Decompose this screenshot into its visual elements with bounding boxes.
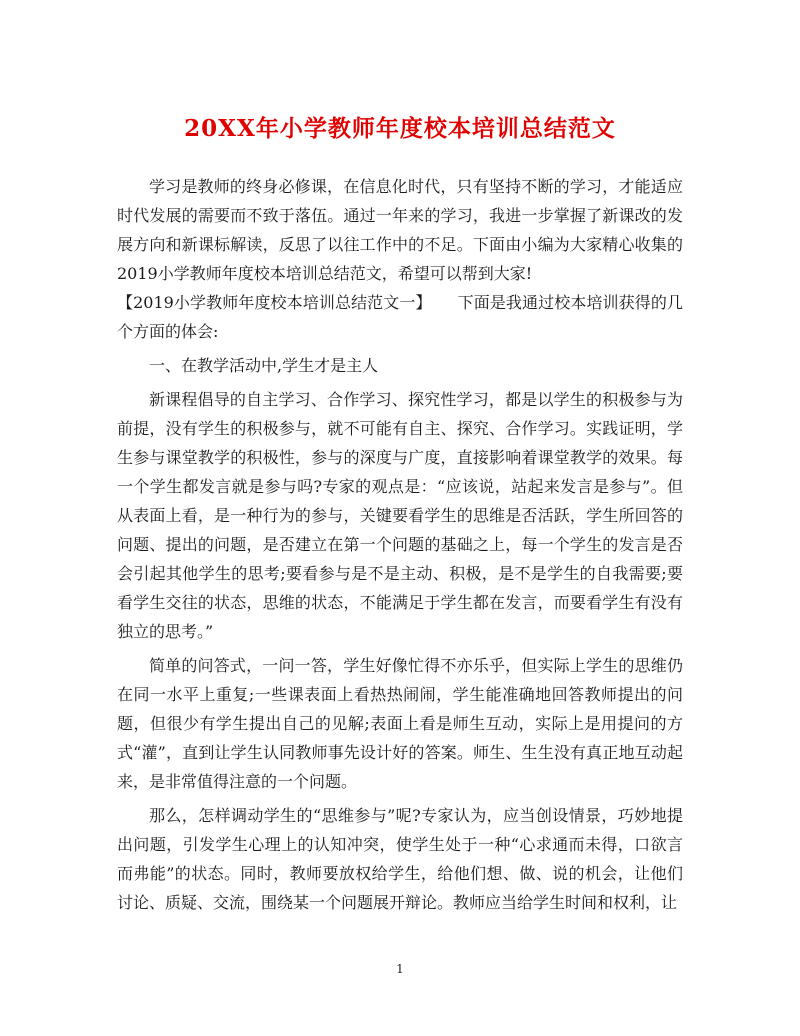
document-title: 20XX年小学教师年度校本培训总结范文	[184, 115, 616, 142]
section-lead: 下面是我通过校本培训获得的几个方面的体会:	[117, 293, 683, 341]
heading-1: 一、在教学活动中,学生才是主人	[149, 356, 379, 375]
paragraph-3: 那么，怎样调动学生的“思维参与”呢?专家认为，应当创设情景，巧妙地提出问题，引发学生心理上的认知冲突，使学生处于一种“心求通而未得，口欲言而弗能”的状态。同时，教师要放权给学生，给他们想、做、说的机会，让他们讨论、质疑、交流，围绕某一个问题展开辩论。教师应当给学生时间和权利，让	[117, 806, 683, 912]
paragraph-2: 简单的问答式，一问一答，学生好像忙得不亦乐乎，但实际上学生的思维仍在同一水平上重复;一些课表面上看热热闹闹，学生能准确地回答教师提出的问题，但很少有学生提出自己的见解;表面上看是师生互动，实际上是用提问的方式“灌”，直到让学生认同教师事先设计好的答案。师生、生生没有真正地互动起来，是非常值得注意的一个问题。	[117, 656, 683, 791]
section-header: 【2019小学教师年度校本培训总结范文一】	[117, 293, 432, 312]
page-number: 1	[396, 962, 404, 976]
paragraph-1: 新课程倡导的自主学习、合作学习、探究性学习，都是以学生的积极参与为前提，没有学生的积极参与，就不可能有自主、探究、合作学习。实践证明，学生参与课堂教学的积极性，参与的深度与广度，直接影响着课堂教学的效果。每一个学生都发言就是参与吗?专家的观点是：“应该说，站起来发言是参与”。但从表面上看，是一种行为的参与，关键要看学生的思维是否活跃，学生所回答的问题、提出的问题，是否建立在第一个问题的基础之上，每一个学生的发言是否会引起其他学生的思考;要看参与是不是主动、积极，是不是学生的自我需要;要看学生交往的状态，思维的状态，不能满足于学生都在发言，而要看学生有没有独立的思考。”	[117, 390, 683, 641]
section-intro-line	[117, 288, 683, 346]
document-body	[117, 172, 683, 917]
intro-paragraph: 学习是教师的终身必修课，在信息化时代，只有坚持不断的学习，才能适应时代发展的需要而不致于落伍。通过一年来的学习，我进一步掌握了新课改的发展方向和新课标解读，反思了以往工作中的不足。下面由小编为大家精心收集的2019小学教师年度校本培训总结范文，希望可以帮到大家!	[117, 177, 683, 283]
